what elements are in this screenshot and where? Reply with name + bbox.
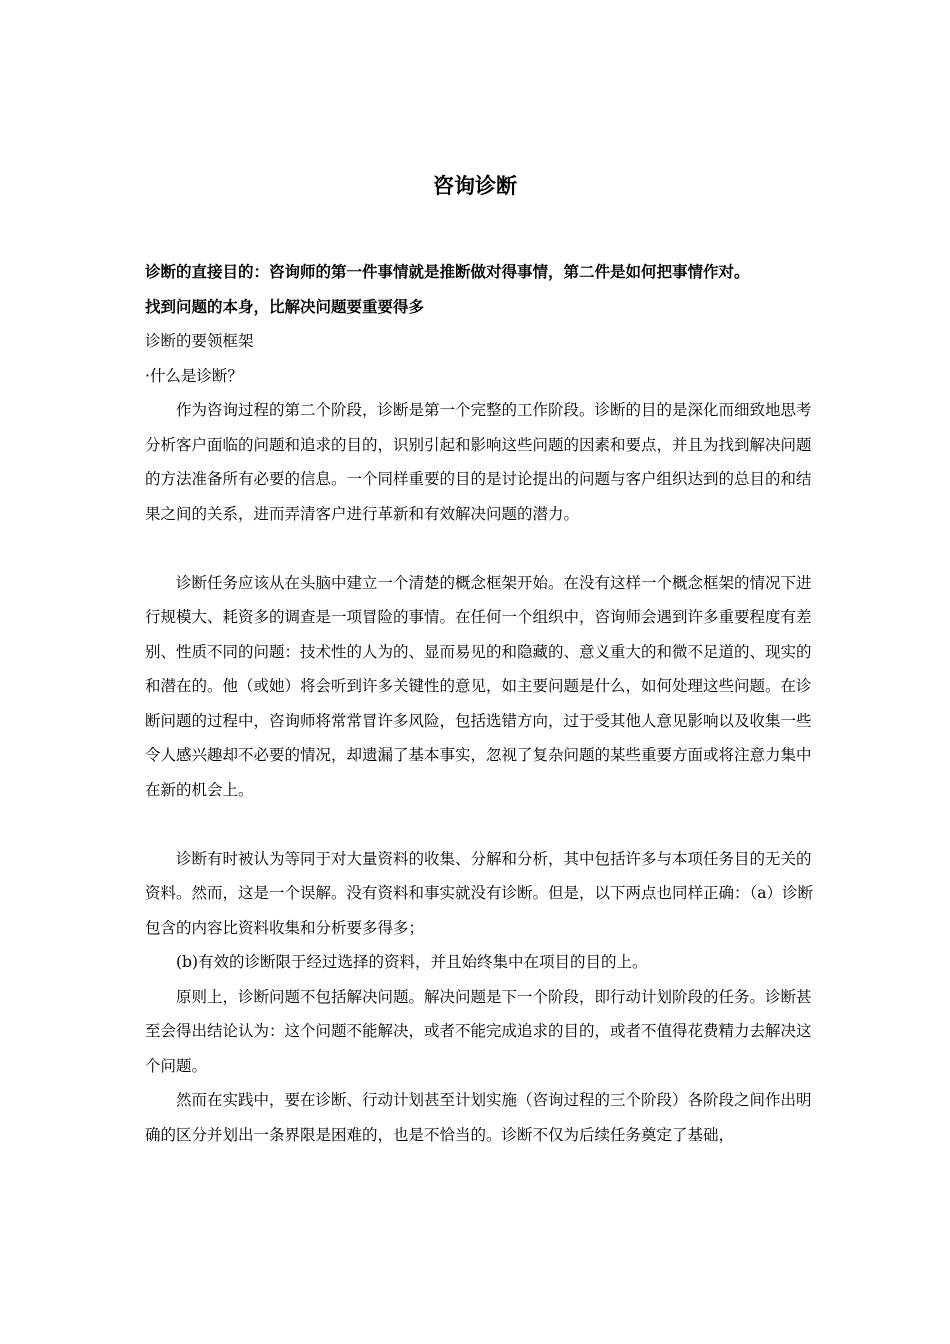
heading-direct-purpose: 诊断的直接目的：咨询师的第一件事情就是推断做对得事情，第二件是如何把事情作对。 — [145, 262, 750, 281]
paragraph-1: 作为咨询过程的第二个阶段，诊断是第一个完整的工作阶段。诊断的目的是深化而细致地思考分析客户面临的问题和追求的目的，识别引起和影响这些问题的因素和要点，并且为找到解决问题的方法准备所有必要的信息。一个同样重要的目的是讨论提出的问题与客户组织达到的总目的和结果之间的关系，进而弄清客户进行革新和有效解决问题的潜力。 — [145, 401, 812, 523]
bullet-question: ·什么是诊断？ — [145, 366, 243, 385]
section-label: 诊断的要领框架 — [145, 332, 254, 350]
paragraph-5: 原则上，诊断问题不包括解决问题。解决问题是下一个阶段，即行动计划阶段的任务。诊断甚至会得出结论认为：这个问题不能解决，或者不能完成追求的目的，或者不值得花费精力去解决这个问题。 — [145, 987, 812, 1075]
paragraph-4: (b)有效的诊断限于经过选择的资料，并且始终集中在项目的目的上。 — [176, 953, 648, 971]
paragraph-6: 然而在实践中，要在诊断、行动计划甚至计划实施（咨询过程的三个阶段）各阶段之间作出明确的区分并划出一条界限是困难的，也是不恰当的。诊断不仅为后续任务奠定了基础， — [145, 1091, 812, 1144]
document-body — [145, 255, 825, 1152]
paragraph-3: 诊断有时被认为等同于对大量资料的收集、分解和分析，其中包括许多与本项任务目的无关的资料。然而，这是一个误解。没有资料和事实就没有诊断。但是，以下两点也同样正确：（a）诊断包含的内容比资料收集和分析要多得多； — [145, 849, 813, 937]
paragraph-spacer — [145, 807, 825, 842]
heading-find-problem: 找到问题的本身，比解决问题要重要得多 — [145, 296, 425, 316]
paragraph-spacer — [145, 531, 825, 566]
document-title: 咨询诊断 — [433, 173, 517, 198]
paragraph-2: 诊断任务应该从在头脑中建立一个清楚的概念框架开始。在没有这样一个概念框架的情况下进行规模大、耗资多的调查是一项冒险的事情。在任何一个组织中，咨询师会遇到许多重要程度有差别、性质不同的问题：技术性的人为的、显而易见的和隐藏的、意义重大的和微不足道的、现实的和潜在的。他（或她）将会听到许多关键性的意见，如主要问题是什么，如何处理这些问题。在诊断问题的过程中，咨询师将常常冒许多风险，包括选错方向，过于受其他人意见影响以及收集一些令人感兴趣却不必要的情况，却遗漏了基本事实，忽视了复杂问题的某些重要方面或将注意力集中在新的机会上。 — [145, 573, 812, 799]
